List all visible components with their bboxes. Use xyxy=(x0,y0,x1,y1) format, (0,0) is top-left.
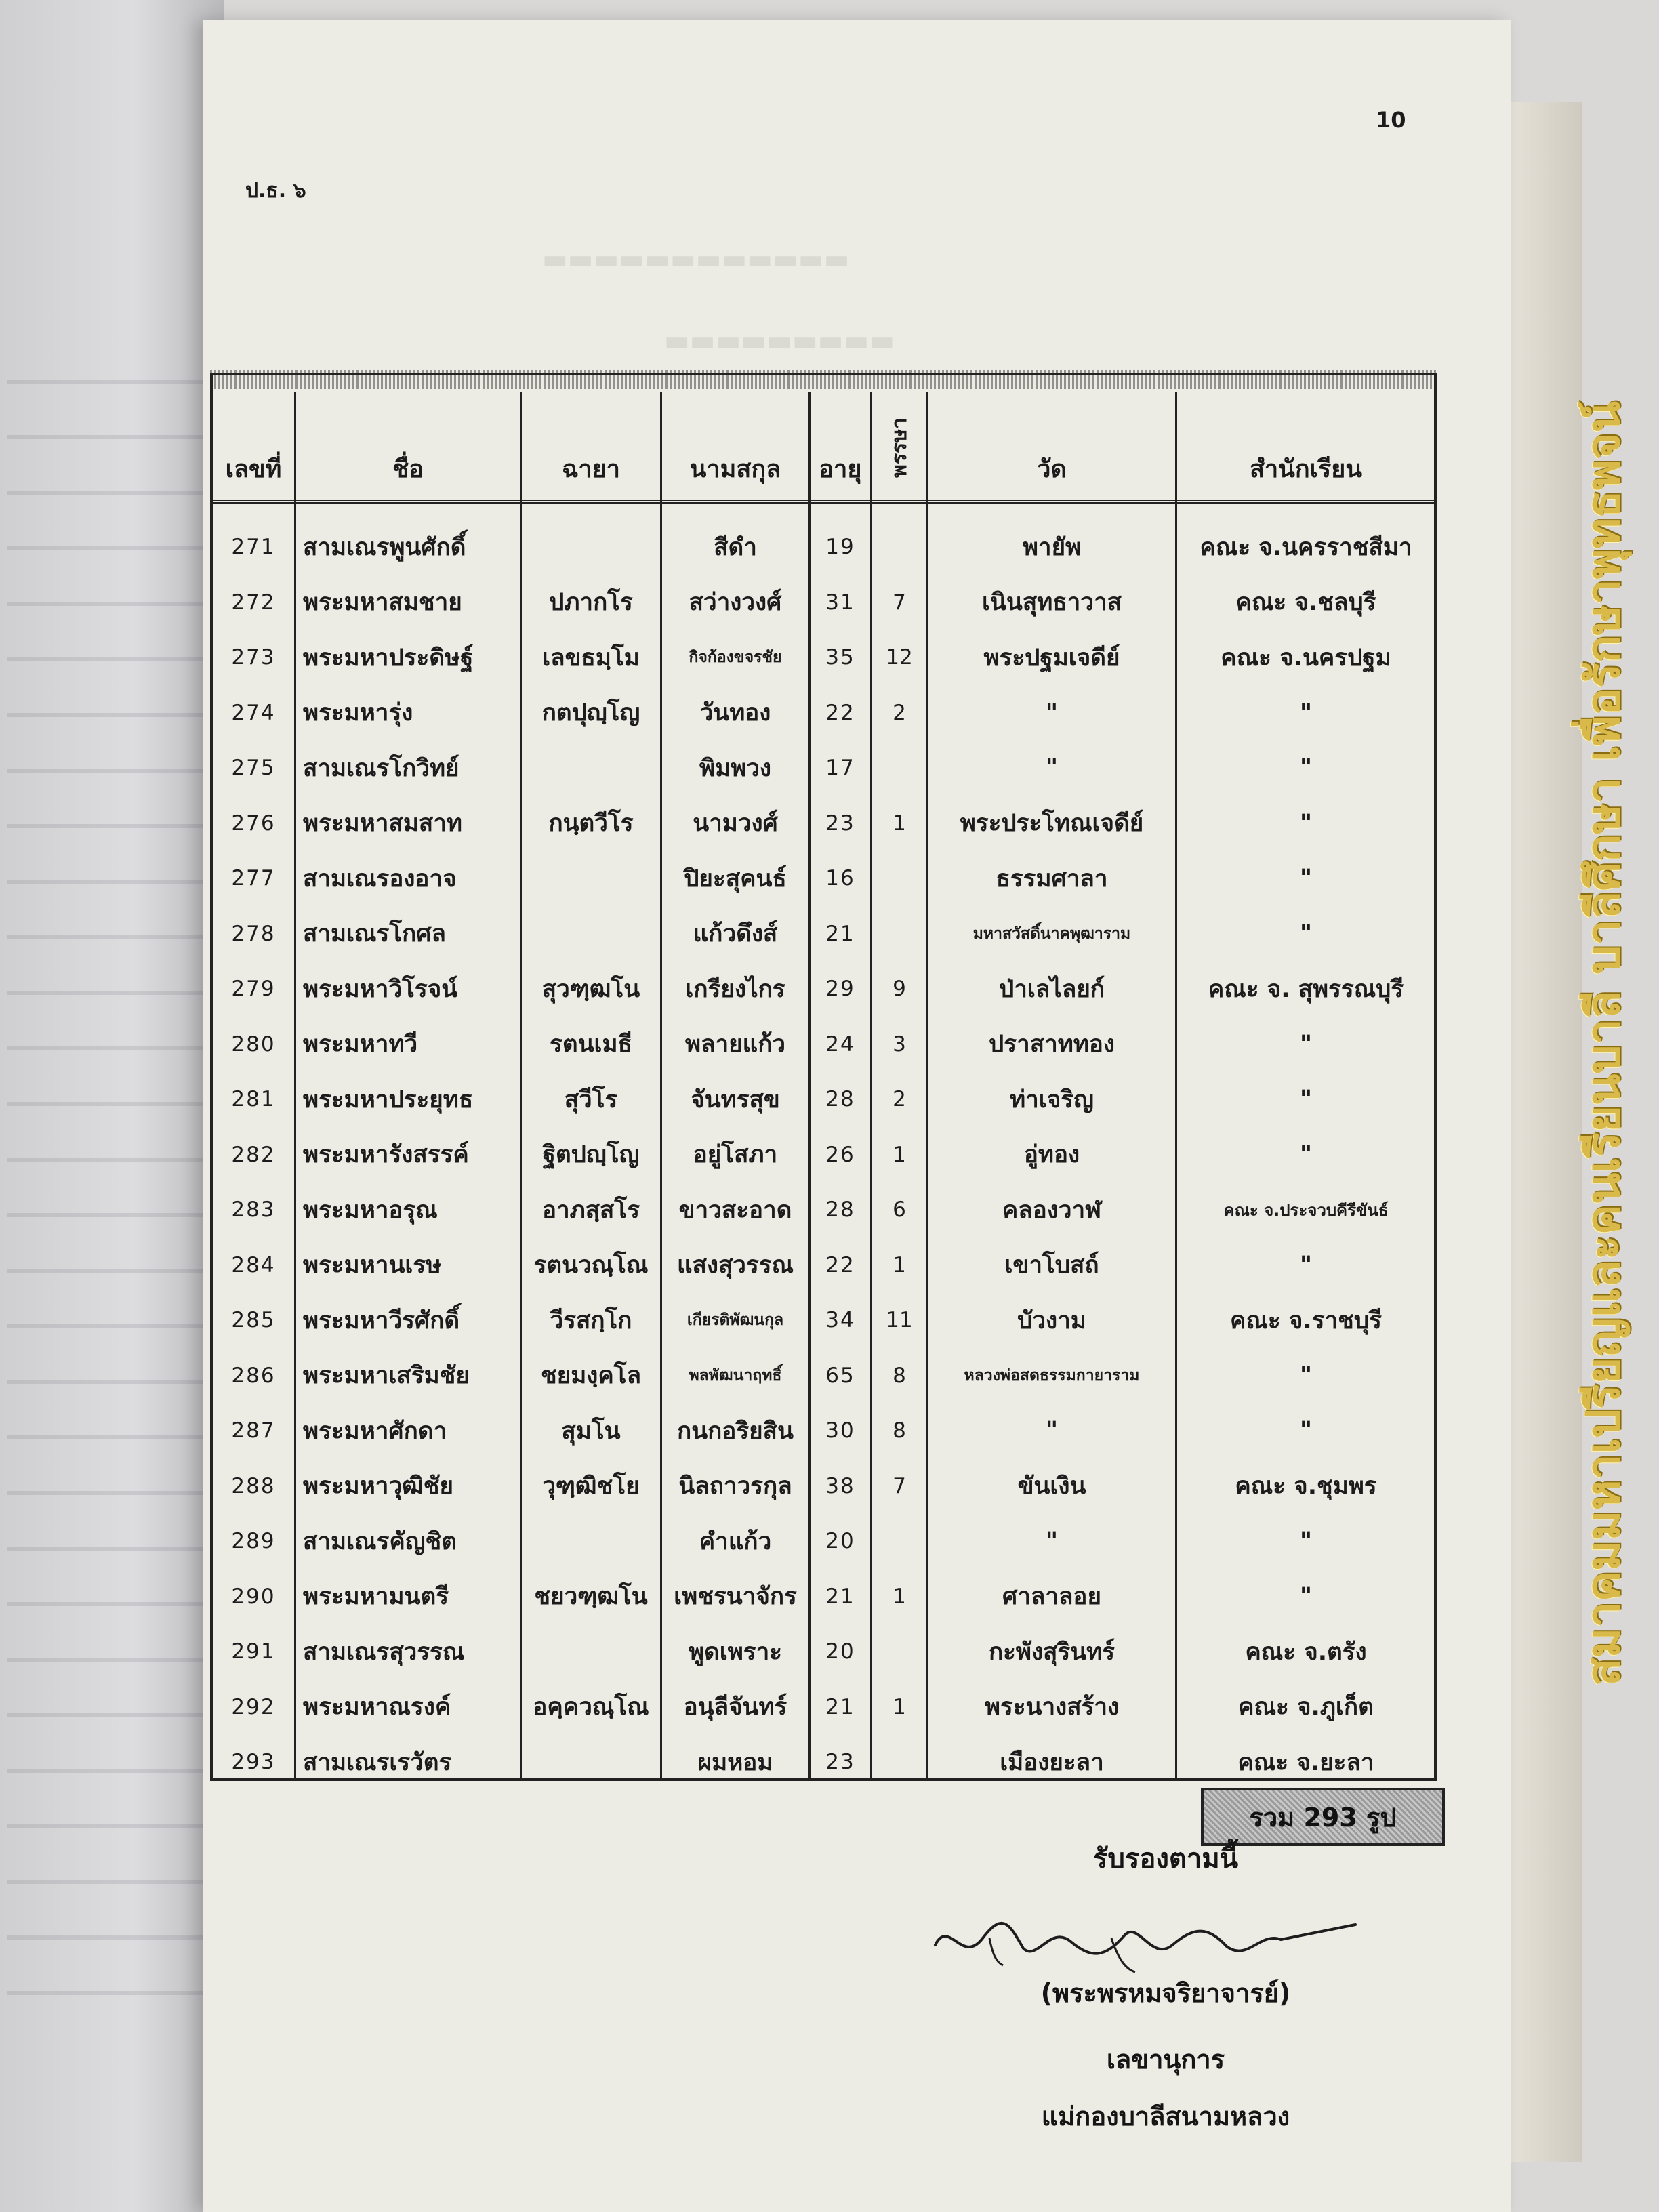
cell-no: 291 xyxy=(231,1639,276,1664)
document-page xyxy=(203,20,1511,2212)
cell-office: " xyxy=(1299,1086,1313,1113)
cell-no: 284 xyxy=(231,1252,276,1277)
cell-no: 292 xyxy=(231,1694,276,1719)
cell-office: คณะ จ.นครปฐม xyxy=(1221,644,1391,672)
cell-wat: เมืองยะลา xyxy=(1000,1748,1104,1776)
cell-name: พระมหามนตรี xyxy=(303,1583,449,1610)
header-name: ชื่อ xyxy=(392,455,424,483)
cell-wat: " xyxy=(1045,1528,1059,1555)
cell-grade: 7 xyxy=(893,1473,906,1498)
cell-wat: " xyxy=(1045,699,1059,726)
cell-no: 289 xyxy=(231,1529,276,1553)
cell-grade: 1 xyxy=(893,1142,906,1167)
cell-grade: 1 xyxy=(893,1694,906,1719)
cell-surname: กิจก้องขจรชัย xyxy=(689,649,782,666)
table-row xyxy=(213,1734,1434,1790)
cell-wat: ป่าเลไลยก์ xyxy=(998,975,1105,1003)
cell-age: 21 xyxy=(825,921,855,946)
cell-wat: พระนางสร้าง xyxy=(984,1694,1120,1721)
cell-no: 274 xyxy=(231,700,276,725)
cell-name: พระมหาวีรศักดิ์ xyxy=(303,1307,460,1334)
cell-name: พระมหานเรษ xyxy=(303,1252,442,1279)
cell-no: 273 xyxy=(231,645,276,670)
cell-office: " xyxy=(1299,1030,1313,1058)
cell-name: สามเณรพูนศักดิ์ xyxy=(303,533,466,561)
cell-age: 38 xyxy=(825,1473,855,1498)
certifier-role: เลขานุการ xyxy=(1106,2045,1225,2074)
cell-age: 65 xyxy=(825,1363,855,1388)
table-row xyxy=(213,1569,1434,1624)
signature xyxy=(908,1898,1382,1979)
cell-no: 276 xyxy=(231,811,276,836)
cell-surname: นามวงศ์ xyxy=(693,810,778,837)
cell-name: สามเณรโกวิทย์ xyxy=(303,754,459,782)
cell-title: ฐิตปญฺโญ xyxy=(542,1141,640,1168)
cell-wat: " xyxy=(1045,1417,1059,1444)
header-no: เลขที่ xyxy=(225,455,282,483)
cell-age: 16 xyxy=(825,866,855,890)
cell-age: 17 xyxy=(825,756,855,780)
cell-title: ชยวฑฺฒโน xyxy=(534,1583,648,1610)
cell-office: " xyxy=(1299,1582,1313,1610)
table-row xyxy=(213,685,1434,741)
cell-title: กนฺตวีโร xyxy=(548,810,634,837)
cell-office: คณะ จ.ยะลา xyxy=(1237,1748,1374,1776)
cell-name: พระมหาณรงค์ xyxy=(303,1694,451,1721)
table-row xyxy=(213,1624,1434,1679)
cell-age: 26 xyxy=(825,1142,855,1167)
cell-grade xyxy=(872,1513,926,1569)
cell-office: คณะ จ.ชลบุรี xyxy=(1235,589,1376,616)
cell-title xyxy=(522,851,660,906)
header-office: สำนักเรียน xyxy=(1250,455,1362,483)
table-row xyxy=(213,851,1434,906)
cell-no: 282 xyxy=(231,1142,276,1167)
cell-office: " xyxy=(1299,920,1313,947)
cell-title xyxy=(522,906,660,962)
cell-age: 30 xyxy=(825,1418,855,1443)
cell-office: " xyxy=(1299,754,1313,781)
cell-title: รตนเมธี xyxy=(550,1031,632,1058)
table-row xyxy=(213,1017,1434,1072)
header-age: อายุ xyxy=(819,455,862,483)
table-row xyxy=(213,1127,1434,1183)
certification-title: รับรองตามนี้ xyxy=(1092,1843,1239,1875)
table-row xyxy=(213,630,1434,685)
cell-no: 293 xyxy=(231,1750,276,1774)
cell-wat: เขาโบสถ์ xyxy=(1004,1252,1099,1279)
cell-title: เลขธมฺโม xyxy=(542,644,640,672)
cell-surname: นิลถาวรกุล xyxy=(678,1473,792,1500)
cell-wat: คลองวาฬ xyxy=(1002,1196,1102,1224)
table-row xyxy=(213,1237,1434,1293)
cell-grade: 2 xyxy=(893,700,906,725)
table-row xyxy=(213,575,1434,630)
cell-surname: ขาวสะอาด xyxy=(678,1196,792,1224)
cell-age: 22 xyxy=(825,1252,855,1277)
cell-surname: สีดำ xyxy=(714,533,757,561)
left-page-bleed-text xyxy=(7,380,210,2006)
watermark-text: สมาคมมหาเปรียญและคนเรียนบาลี บาลีศึกษา เพื่อรักษาพุทธพจน์ xyxy=(1577,401,1631,1687)
cell-grade: 9 xyxy=(893,977,906,1001)
cell-name: สามเณรสุวรรณ xyxy=(303,1638,465,1666)
cell-name: สามเณรองอาจ xyxy=(303,865,457,893)
cell-name: พระมหาอรุณ xyxy=(303,1196,438,1224)
cell-grade xyxy=(872,1734,926,1790)
cell-age: 23 xyxy=(825,1750,855,1774)
form-code: ป.ธ. ๖ xyxy=(245,179,306,203)
results-table xyxy=(210,373,1437,1781)
cell-wat: พายัพ xyxy=(1022,533,1082,561)
table-row xyxy=(213,906,1434,962)
cell-title: วีรสกฺโก xyxy=(550,1307,632,1334)
cell-name: พระมหาวุฒิชัย xyxy=(303,1473,453,1500)
cell-no: 272 xyxy=(231,590,276,615)
cell-title: ปภากโร xyxy=(549,589,633,616)
cell-surname: พูดเพราะ xyxy=(688,1638,783,1666)
table-row xyxy=(213,1182,1434,1237)
cell-surname: พลพัฒนาฤทธิ์ xyxy=(689,1366,782,1385)
cell-name: พระมหาสมสาท xyxy=(303,810,462,837)
cell-surname: จันทรสุข xyxy=(691,1086,780,1113)
bleed-through-subtitle: ▬▬▬▬▬▬▬▬▬ xyxy=(664,325,895,356)
cell-age: 20 xyxy=(825,1639,855,1664)
header-surname: นามสกุล xyxy=(689,455,781,483)
header-title: ฉายา xyxy=(561,455,621,483)
cell-wat: ขันเงิน xyxy=(1017,1473,1086,1500)
cell-grade: 8 xyxy=(893,1363,906,1388)
cell-office: " xyxy=(1299,865,1313,892)
header-wat: วัด xyxy=(1037,455,1067,483)
cell-name: พระมหาวิโรจน์ xyxy=(303,975,458,1003)
cell-grade: 8 xyxy=(893,1418,906,1443)
table-row xyxy=(213,1513,1434,1569)
cell-office: คณะ จ.ชุมพร xyxy=(1235,1473,1377,1500)
cell-name: สามเณรเรวัตร xyxy=(303,1748,452,1776)
cell-name: พระมหารุ่ง xyxy=(303,699,413,726)
cell-wat: กะพังสุรินทร์ xyxy=(988,1638,1115,1666)
cell-office: " xyxy=(1299,1251,1313,1279)
cell-office: " xyxy=(1299,809,1313,837)
cell-grade xyxy=(872,519,926,575)
cell-wat: ศาลาลอย xyxy=(1002,1583,1101,1610)
cell-age: 21 xyxy=(825,1694,855,1719)
cell-grade xyxy=(872,1624,926,1679)
cell-title xyxy=(522,1513,660,1569)
cell-grade: 3 xyxy=(893,1031,906,1057)
cell-no: 286 xyxy=(231,1363,276,1388)
cell-title: อาภสฺสโร xyxy=(541,1196,640,1224)
cell-wat: ปราสาททอง xyxy=(989,1031,1115,1058)
cell-age: 28 xyxy=(825,1087,855,1111)
cell-grade xyxy=(872,740,926,796)
cell-name: พระมหารังสรรค์ xyxy=(303,1141,469,1168)
cell-office: " xyxy=(1299,1141,1313,1168)
table-row xyxy=(213,1458,1434,1514)
cell-title xyxy=(522,1734,660,1790)
cell-office: คณะ จ.ประจวบคีรีขันธ์ xyxy=(1223,1200,1389,1220)
cell-age: 23 xyxy=(825,811,855,836)
cell-title: ชยมงฺคโล xyxy=(540,1362,642,1389)
table-row xyxy=(213,796,1434,851)
cell-wat: มหาสวัสดิ์นาคพุฒาราม xyxy=(972,924,1131,943)
cell-age: 29 xyxy=(825,977,855,1001)
cell-wat: พระประโทณเจดีย์ xyxy=(960,810,1144,837)
cell-wat: บัวงาม xyxy=(1017,1307,1086,1334)
cell-title: อคฺควณฺโณ xyxy=(533,1694,649,1721)
cell-no: 281 xyxy=(231,1087,276,1111)
cell-age: 24 xyxy=(825,1031,855,1057)
cell-grade: 2 xyxy=(893,1087,906,1111)
cell-surname: คำแก้ว xyxy=(699,1528,772,1555)
table-row xyxy=(213,740,1434,796)
table-row xyxy=(213,1403,1434,1458)
cell-office: คณะ จ. สุพรรณบุรี xyxy=(1208,975,1404,1003)
cell-name: พระมหาประดิษฐ์ xyxy=(303,644,474,672)
cell-surname: ปิยะสุคนธ์ xyxy=(684,865,787,893)
cell-age: 19 xyxy=(825,535,855,559)
cell-no: 288 xyxy=(231,1473,276,1498)
cell-office: คณะ จ.ราชบุรี xyxy=(1230,1307,1382,1334)
cell-surname: เพชรนาจักร xyxy=(674,1583,797,1610)
cell-office: คณะ จ.ตรัง xyxy=(1245,1638,1367,1666)
cell-surname: ผมหอม xyxy=(697,1748,773,1776)
cell-title: วุฑฺฒิชโย xyxy=(542,1473,640,1500)
table-row xyxy=(213,519,1434,575)
cell-title xyxy=(522,1624,660,1679)
cell-name: พระมหาเสริมชัย xyxy=(303,1362,470,1389)
cell-office: " xyxy=(1299,1361,1313,1389)
table-header xyxy=(213,392,1434,504)
cell-wat: หลวงพ่อสดธรรมกายาราม xyxy=(964,1366,1140,1385)
cell-age: 28 xyxy=(825,1197,855,1222)
cell-no: 287 xyxy=(231,1418,276,1443)
cell-name: พระมหาสมชาย xyxy=(303,589,462,616)
cell-no: 277 xyxy=(231,866,276,890)
cell-grade: 11 xyxy=(886,1308,913,1332)
cell-name: สามเณรคัญชิต xyxy=(303,1528,457,1555)
cell-surname: แก้วดึงส์ xyxy=(693,920,778,947)
cell-office: " xyxy=(1299,1417,1313,1444)
cell-no: 283 xyxy=(231,1197,276,1222)
cell-title: กตปุญฺโญ xyxy=(541,699,640,726)
page-number: 10 xyxy=(1376,107,1406,133)
table-row xyxy=(213,1071,1434,1127)
cell-age: 20 xyxy=(825,1529,855,1553)
cell-grade: 6 xyxy=(893,1197,906,1222)
cell-grade: 1 xyxy=(893,811,906,836)
cell-title xyxy=(522,519,660,575)
cell-office: " xyxy=(1299,699,1313,726)
cell-age: 31 xyxy=(825,590,855,615)
certifier-organization: แม่กองบาลีสนามหลวง xyxy=(1041,2102,1290,2131)
cell-surname: อนุลีจันทร์ xyxy=(683,1694,787,1721)
cell-title: สุวฑฺฒโน xyxy=(541,975,640,1003)
table-row xyxy=(213,961,1434,1017)
certifier-name: (พระพรหมจริยาจารย์) xyxy=(1040,1978,1291,2008)
cell-wat: ท่าเจริญ xyxy=(1010,1086,1094,1113)
cell-title: สุมโน xyxy=(561,1417,621,1445)
cell-no: 278 xyxy=(231,921,276,946)
cell-age: 34 xyxy=(825,1308,855,1332)
cell-grade: 1 xyxy=(893,1584,906,1609)
cell-office: " xyxy=(1299,1528,1313,1555)
cell-no: 275 xyxy=(231,756,276,780)
cell-surname: พิมพวง xyxy=(699,754,771,782)
cell-no: 279 xyxy=(231,977,276,1001)
cell-wat: เนินสุทธาวาส xyxy=(982,589,1122,616)
header-grade xyxy=(872,392,926,500)
cell-grade: 1 xyxy=(893,1252,906,1277)
cell-age: 35 xyxy=(825,645,855,670)
cell-no: 271 xyxy=(231,535,276,559)
table-row xyxy=(213,1292,1434,1348)
cell-grade: 7 xyxy=(893,590,906,615)
cell-wat: อู่ทอง xyxy=(1023,1141,1080,1168)
cell-surname: เกรียงไกร xyxy=(685,975,785,1003)
cell-wat: " xyxy=(1045,754,1059,781)
cell-no: 285 xyxy=(231,1308,276,1332)
cell-name: พระมหาศักดา xyxy=(303,1417,447,1445)
cell-title: รตนวณฺโณ xyxy=(533,1252,649,1279)
cell-grade xyxy=(872,906,926,962)
cell-no: 290 xyxy=(231,1584,276,1609)
cell-title: สุวีโร xyxy=(564,1086,618,1113)
cell-name: พระมหาทวี xyxy=(303,1031,418,1058)
cell-surname: พลายแก้ว xyxy=(684,1031,786,1058)
cell-age: 22 xyxy=(825,700,855,725)
table-row xyxy=(213,1348,1434,1404)
cell-surname: สว่างวงศ์ xyxy=(689,589,782,616)
cell-name: สามเณรโกศล xyxy=(303,920,446,947)
total-count: รวม 293 รูป xyxy=(1201,1788,1445,1846)
cell-surname: เกียรติพัฒนกุล xyxy=(687,1311,784,1329)
cell-age: 21 xyxy=(825,1584,855,1609)
header-grade-label: พรรษา xyxy=(887,417,912,478)
cell-wat: พระปฐมเจดีย์ xyxy=(983,644,1120,672)
cell-no: 280 xyxy=(231,1031,276,1057)
cell-name: พระมหาประยุทธ xyxy=(303,1086,474,1113)
cell-grade xyxy=(872,851,926,906)
cell-surname: กนกอริยสิน xyxy=(677,1417,794,1445)
cell-surname: วันทอง xyxy=(699,699,771,726)
cell-office: คณะ จ.ภูเก็ต xyxy=(1238,1694,1374,1721)
cell-surname: แสงสุวรรณ xyxy=(676,1252,794,1279)
cell-surname: อยู่โสภา xyxy=(693,1141,778,1168)
cell-grade: 12 xyxy=(886,645,913,670)
cell-wat: ธรรมศาลา xyxy=(996,865,1108,893)
cell-office: คณะ จ.นครราชสีมา xyxy=(1200,533,1412,561)
left-page xyxy=(0,0,224,2212)
cell-title xyxy=(522,740,660,796)
bleed-through-title: ▬▬▬▬▬▬▬▬▬▬▬▬ xyxy=(542,244,850,275)
table-row xyxy=(213,1679,1434,1735)
